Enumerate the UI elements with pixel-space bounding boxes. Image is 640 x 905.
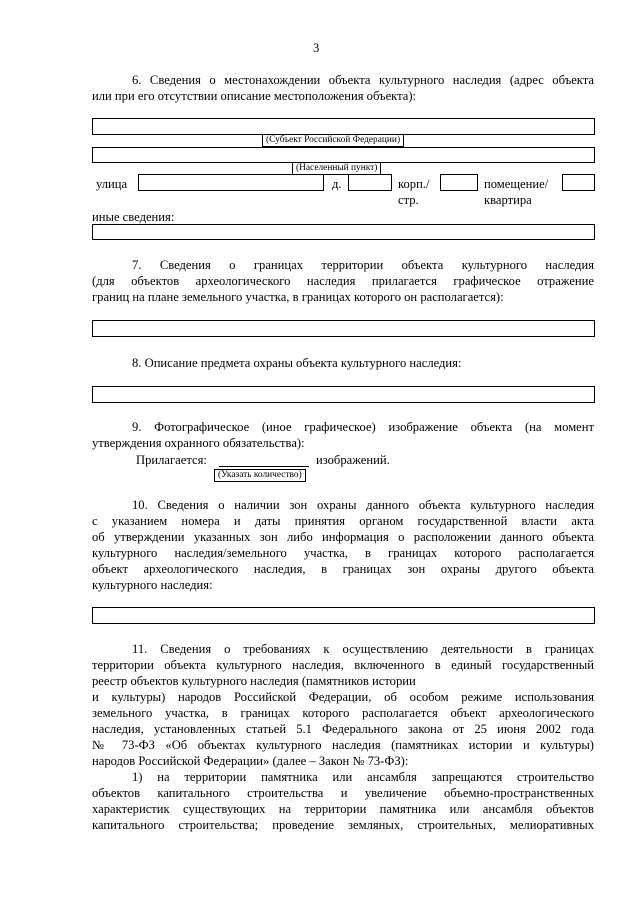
- s11-line-5: земельного участка, в границах которого располагается объект археологического: [92, 706, 594, 720]
- s11-line-7: № 73-ФЗ «Об объектах культурного наследия (памятниках истории и культуры): [92, 738, 594, 752]
- s11-line-10: объектов капитального строительства и увеличение объемно-пространственных: [92, 786, 594, 800]
- s9-line-2: утверждения охранного обязательства):: [92, 436, 305, 450]
- room-field[interactable]: [562, 174, 595, 191]
- protection-subject-field[interactable]: [92, 386, 595, 403]
- s11-line-1: 11. Сведения о требованиях к осуществлению деятельности в границах: [132, 642, 594, 656]
- page-number: 3: [313, 41, 320, 55]
- s7-line-1: 7. Сведения о границах территории объекта культурного наследия: [132, 258, 594, 272]
- other-field[interactable]: [92, 224, 595, 240]
- street-field[interactable]: [138, 174, 324, 191]
- street-label: улица: [96, 177, 128, 191]
- subject-caption: (Субъект Российской Федерации): [262, 134, 404, 147]
- protection-zones-field[interactable]: [92, 607, 595, 624]
- s7-line-3: границ на плане земельного участка, в границах которого он располагается):: [92, 290, 504, 304]
- s10-line-2: с указанием номера и даты принятия органом государственной власти акта: [92, 514, 594, 528]
- s10-line-6: культурного наследия:: [92, 578, 213, 592]
- s11-line-12: капитального строительства; проведение земляных, строительных, мелиоративных: [92, 818, 594, 832]
- s11-line-8: народов Российской Федерации» (далее – Закон № 73-ФЗ):: [92, 754, 409, 768]
- s10-line-4: культурного наследия/земельного участка, в границах которого располагается: [92, 546, 594, 560]
- apt-label: квартира: [484, 193, 532, 207]
- count-caption: (Указать количество): [214, 469, 306, 482]
- korp-field[interactable]: [440, 174, 478, 191]
- s11-line-11: характеристик существующих на территории памятника или ансамбля объектов: [92, 802, 594, 816]
- locality-field[interactable]: [92, 147, 595, 163]
- s8-line-1: 8. Описание предмета охраны объекта культурного наследия:: [132, 356, 462, 370]
- image-count-field[interactable]: [219, 466, 309, 467]
- subject-field[interactable]: [92, 118, 595, 135]
- attached-label: Прилагается:: [136, 453, 207, 467]
- s11-line-6: наследия, установленных статьей 5.1 Федерального закона от 25 июня 2002 года: [92, 722, 594, 736]
- room-label: помещение/: [484, 177, 549, 191]
- s9-line-1: 9. Фотографическое (иное графическое) изображение объекта (на момент: [132, 420, 594, 434]
- images-label: изображений.: [316, 453, 390, 467]
- boundaries-field[interactable]: [92, 320, 595, 337]
- korp-label: корп./: [398, 177, 430, 191]
- house-label: д.: [332, 177, 342, 191]
- str-label: стр.: [398, 193, 419, 207]
- s11-line-3: реестр объектов культурного наследия (памятников истории: [92, 674, 416, 688]
- s10-line-1: 10. Сведения о наличии зон охраны данного объекта культурного наследия: [132, 498, 594, 512]
- locality-caption: (Населенный пункт): [292, 162, 381, 175]
- s11-line-9: 1) на территории памятника или ансамбля запрещаются строительство: [132, 770, 594, 784]
- s11-line-2: территории объекта культурного наследия, включенного в единый государственный: [92, 658, 594, 672]
- s6-line-1: 6. Сведения о местонахождении объекта культурного наследия (адрес объекта: [132, 73, 594, 87]
- other-label: иные сведения:: [92, 210, 175, 224]
- house-field[interactable]: [348, 174, 392, 191]
- s10-line-5: объект археологического наследия, в границах зон охраны другого объекта: [92, 562, 594, 576]
- s10-line-3: об утверждении указанных зон либо информация о расположении данного объекта: [92, 530, 594, 544]
- s11-line-4: и культуры) народов Российской Федерации, об особом режиме использования: [92, 690, 594, 704]
- s6-line-2: или при его отсутствии описание местоположения объекта):: [92, 89, 417, 103]
- s7-line-2: (для объектов археологического наследия прилагается графическое отражение: [92, 274, 594, 288]
